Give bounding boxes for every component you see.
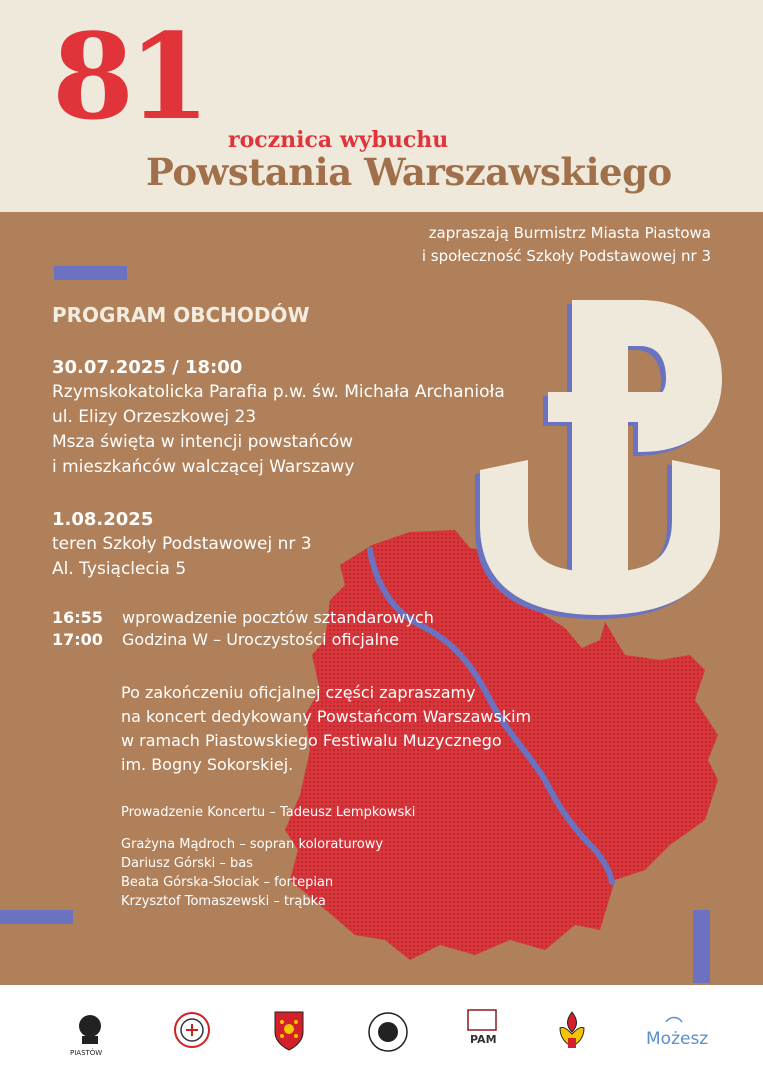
concert-line: Po zakończeniu oficjalnej części zapraszamy	[121, 683, 476, 702]
event-mass-line: Rzymskokatolicka Parafia p.w. św. Michała Archanioła	[52, 382, 505, 402]
header-subtitle: rocznica wybuchu	[228, 127, 449, 153]
culture-center-logo	[366, 1008, 410, 1058]
event-school	[52, 507, 312, 582]
performer: Dariusz Górski – bas	[121, 856, 253, 871]
schedule-row	[52, 629, 434, 651]
event-mass-line: ul. Elizy Orzeszkowej 23	[52, 407, 257, 427]
pam-logo-text: PAM	[470, 1033, 497, 1046]
performer: Grażyna Mądroch – sopran koloraturowy	[121, 837, 384, 852]
concert-line: w ramach Piastowskiego Festiwalu Muzycznego	[121, 731, 502, 750]
invitation-line: zapraszają Burmistrz Miasta Piastowa	[428, 224, 711, 242]
kotwica-anchor-symbol	[475, 300, 722, 619]
header-title: Powstania Warszawskiego	[146, 150, 672, 194]
event-mass-date: 30.07.2025 / 18:00	[52, 357, 243, 378]
performer: Beata Górska-Słociak – fortepian	[121, 875, 334, 890]
schedule-row	[52, 607, 434, 629]
concert-description	[121, 681, 531, 777]
schedule-text: Godzina W – Uroczystości oficjalne	[122, 630, 400, 649]
anniversary-number: 81	[52, 7, 205, 146]
school-emblem-logo	[172, 1008, 212, 1054]
event-mass-line: Msza święta w intencji powstańców	[52, 432, 354, 452]
scouts-fleur-de-lis-logo	[554, 1008, 590, 1056]
schedule-text: wprowadzenie pocztów sztandarowych	[122, 608, 434, 627]
event-school-line: teren Szkoły Podstawowej nr 3	[52, 534, 312, 554]
piastow-city-logo	[68, 1008, 116, 1058]
event-mass	[52, 355, 505, 480]
pam-logo	[466, 1008, 498, 1056]
concert-line: im. Bogny Sokorskiej.	[121, 755, 294, 774]
concert-host: Prowadzenie Koncertu – Tadeusz Lempkowski	[121, 805, 416, 820]
program-heading: PROGRAM OBCHODÓW	[52, 303, 310, 327]
invitation-line: i społeczność Szkoły Podstawowej nr 3	[421, 247, 711, 265]
event-school-date: 1.08.2025	[52, 509, 154, 530]
schedule-time: 16:55	[52, 608, 103, 627]
mozesz-logo-text: Możesz	[646, 1029, 709, 1049]
coat-of-arms-logo	[272, 1008, 306, 1054]
event-mass-line: i mieszkańców walczącej Warszawy	[52, 457, 355, 477]
concert-line: na koncert dedykowany Powstańcom Warszawskim	[121, 707, 532, 726]
schedule-time: 17:00	[52, 630, 103, 649]
performers-list	[121, 835, 383, 911]
piastow-logo-text: PIASTÓW	[70, 1049, 103, 1057]
schedule	[52, 607, 434, 651]
event-school-line: Al. Tysiąclecia 5	[52, 559, 187, 579]
mozesz-logo	[642, 1008, 722, 1056]
performer: Krzysztof Tomaszewski – trąbka	[121, 894, 326, 909]
